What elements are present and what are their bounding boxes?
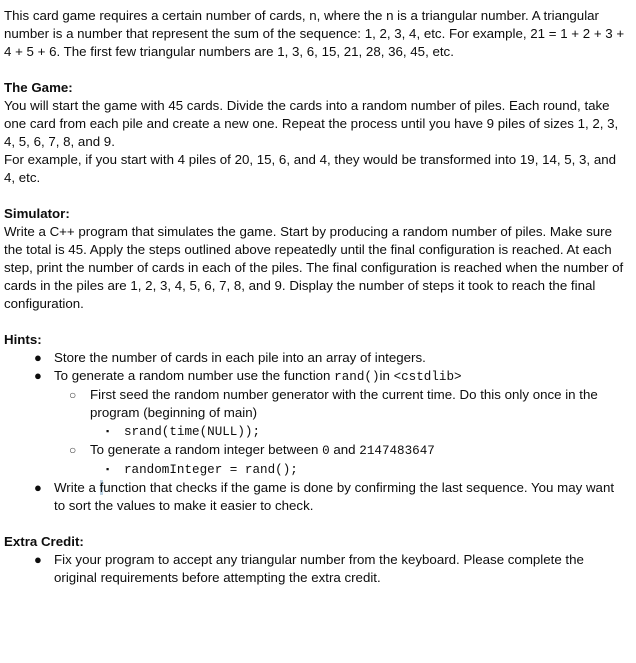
- hint-write-prefix: Write a: [54, 480, 100, 495]
- code-random-integer-assign: randomInteger = rand();: [124, 463, 298, 477]
- circle-bullet-icon: ○: [69, 388, 77, 402]
- list-item: [4, 551, 626, 587]
- the-game-paragraph-1: You will start the game with 45 cards. Divide the cards into a random number of piles. Each round, take one card from each pile and create a new one. Repeat the process until you have 9 piles of sizes 1, 2, 3, 4, 5, 6, 7, 8, and 9.: [4, 98, 619, 149]
- square-bullet-icon: ▪: [106, 464, 110, 474]
- intro-paragraph: This card game requires a certain number of cards, n, where the n is a triangular number. A triangular number is a number that represent the sum of the sequence: 1, 2, 3, 4, etc. For example, 21 = 1 + 2 + 3 + 4 + 5 + 6. The first few triangular numbers are 1, 3, 6, 15, 21, 28, 36, 45, etc.: [4, 8, 625, 59]
- text-cursor-highlight[interactable]: f: [99, 480, 104, 495]
- subhint-range-mid: and: [329, 442, 360, 457]
- hint-text-rand-function: [54, 368, 462, 383]
- disc-bullet-icon: ●: [34, 480, 42, 495]
- code-rand-call: rand(): [334, 370, 380, 384]
- hint-rand-prefix: To generate a random number use the function: [54, 368, 335, 383]
- subhint-text-random-range: [90, 442, 435, 457]
- spacer: [4, 313, 626, 331]
- section-heading-hints: Hints:: [4, 332, 42, 347]
- hint-rand-mid: in: [379, 368, 394, 383]
- section-heading-extra-credit: Extra Credit:: [4, 534, 84, 549]
- hints-subsublist: [90, 422, 626, 441]
- the-game-paragraph-2: For example, if you start with 4 piles of 20, 15, 6, and 4, they would be transformed into 19, 14, 5, 3, and 4, etc.: [4, 152, 617, 185]
- hints-subsublist: [90, 460, 626, 479]
- list-item: [54, 386, 626, 441]
- disc-bullet-icon: ●: [34, 368, 42, 383]
- hints-list: [4, 349, 626, 515]
- disc-bullet-icon: ●: [34, 552, 42, 567]
- list-item: [54, 441, 626, 479]
- disc-bullet-icon: ●: [34, 350, 42, 365]
- spacer: [4, 61, 626, 79]
- list-item: [90, 460, 626, 479]
- code-srand-time-null: srand(time(NULL));: [124, 425, 261, 439]
- subhint-text-seed-generator: First seed the random number generator with the current time. Do this only once in the program (beginning of main): [90, 387, 598, 420]
- code-zero-value: 0: [322, 444, 330, 458]
- list-item: [4, 349, 626, 367]
- list-item: [4, 367, 626, 479]
- spacer: [4, 515, 626, 533]
- spacer: [4, 187, 626, 205]
- extra-credit-text-triangular-input: Fix your program to accept any triangular number from the keyboard. Please complete the original requirements before attempting the extra credit.: [54, 552, 584, 585]
- code-cstdlib-header: <cstdlib>: [393, 370, 462, 384]
- section-heading-the-game: The Game:: [4, 80, 73, 95]
- hint-text-write-check-function: [54, 480, 614, 513]
- hint-text-store-array: Store the number of cards in each pile into an array of integers.: [54, 350, 426, 365]
- hints-sublist: [54, 386, 626, 479]
- code-max-int-value: 2147483647: [359, 444, 435, 458]
- extra-credit-list: [4, 551, 626, 587]
- simulator-paragraph-1: Write a C++ program that simulates the game. Start by producing a random number of piles. Make sure the total is 45. Apply the steps outlined above repeatedly until the final configuration is reached. At each step, print the number of cards in each of the piles. The final configuration is reached when the number of cards in the piles are 1, 2, 3, 4, 5, 6, 7, 8, and 9. Display the number of steps it took to reach the final configuration.: [4, 224, 624, 311]
- hint-write-suffix: unction that checks if the game is done by confirming the last sequence. You may want to sort the values to make it easier to check.: [54, 480, 615, 513]
- list-item: [4, 479, 626, 515]
- square-bullet-icon: ▪: [106, 426, 110, 436]
- section-heading-simulator: Simulator:: [4, 206, 70, 221]
- subhint-range-prefix: To generate a random integer between: [90, 442, 323, 457]
- list-item: [90, 422, 626, 441]
- circle-bullet-icon: ○: [69, 443, 77, 457]
